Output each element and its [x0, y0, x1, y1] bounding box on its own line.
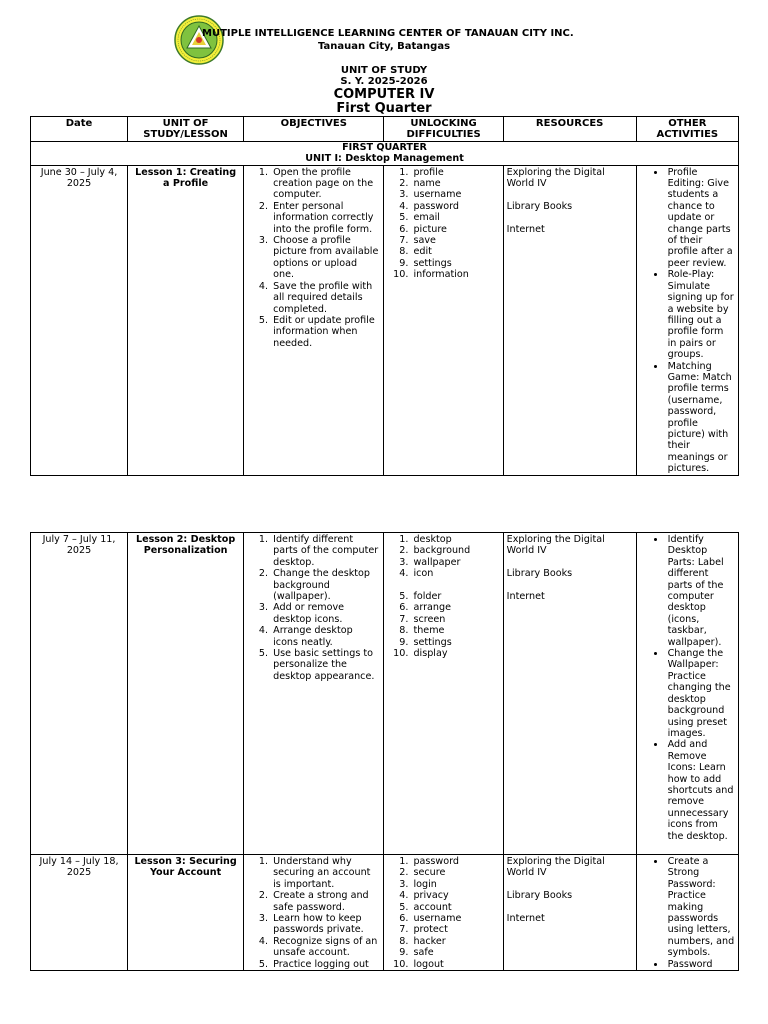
lesson-cell: Lesson 1: Creating a Profile: [128, 165, 244, 475]
resource-item: Exploring the Digital World IV: [506, 534, 605, 557]
list-item: • Profile Editing: Give students a chance to update or change parts of their profile after a peer review.: [666, 167, 735, 270]
unlocking-list: [387, 856, 499, 970]
objectives-list: [247, 856, 380, 970]
section-banner: [31, 141, 739, 165]
list-item: 1. Open the profile creation page on the computer.: [271, 167, 380, 201]
column-header-activities: OTHER ACTIVITIES: [636, 117, 738, 142]
objectives-list: [247, 167, 380, 350]
list-item: 3. username: [411, 189, 499, 200]
list-item: 1. Identify different parts of the computer desktop.: [271, 534, 380, 568]
objectives-cell: [244, 855, 384, 971]
resource-item: Internet: [506, 223, 545, 235]
unit-label: UNIT I: Desktop Management: [305, 153, 464, 165]
school-year: S. Y. 2025-2026: [340, 76, 428, 87]
table-row: [31, 855, 739, 971]
list-item: 7. save: [411, 235, 499, 246]
list-item: 4. Save the profile with all required details completed.: [271, 281, 380, 315]
list-item: 9. settings: [411, 258, 499, 269]
list-item: 3. Add or remove desktop icons.: [271, 602, 380, 625]
list-item: 6. username: [411, 913, 499, 924]
list-item: 6. arrange: [411, 602, 499, 613]
unlocking-list: [387, 167, 499, 281]
list-item: 4. Recognize signs of an unsafe account.: [271, 936, 380, 959]
list-item: 8. theme: [411, 625, 499, 636]
list-item: 2. Enter personal information correctly into the profile form.: [271, 201, 380, 235]
list-item: 1. password: [411, 856, 499, 867]
objectives-list: [247, 534, 380, 682]
table-header-row: [31, 117, 739, 142]
organization-city: Tanauan City, Batangas: [317, 41, 451, 52]
unit-of-study-table-continued: [30, 532, 739, 971]
list-item: 10. information: [411, 269, 499, 280]
unlocking-cell: [384, 533, 503, 855]
activities-list: [640, 167, 735, 475]
list-item: 5. Edit or update profile information when needed.: [271, 315, 380, 349]
list-item: 7. protect: [411, 924, 499, 935]
activities-list: [640, 856, 735, 970]
list-item: 2. Create a strong and safe password.: [271, 890, 380, 913]
list-item: • Password: [666, 959, 735, 970]
list-item: 5. account: [411, 902, 499, 913]
date-cell: July 7 – July 11, 2025: [31, 533, 128, 855]
list-item: 8. hacker: [411, 936, 499, 947]
list-item: 2. name: [411, 178, 499, 189]
list-item: • Create a Strong Password: Practice making passwords using letters, numbers, and symbols.: [666, 856, 735, 959]
list-item: 2. Change the desktop background (wallpaper).: [271, 568, 380, 602]
unit-of-study-table: [30, 116, 739, 476]
list-item: 9. safe: [411, 947, 499, 958]
resource-item: Exploring the Digital World IV: [506, 166, 605, 190]
resource-item: Internet: [506, 913, 545, 924]
resources-cell: [503, 855, 636, 971]
list-item: 4. password: [411, 201, 499, 212]
list-item: 5. folder: [411, 591, 499, 602]
unlocking-list: [387, 534, 499, 659]
column-header-resources: RESOURCES: [503, 117, 636, 142]
table-row: [31, 165, 739, 475]
list-item: 8. edit: [411, 246, 499, 257]
objectives-cell: [244, 533, 384, 855]
activities-cell: [636, 165, 738, 475]
list-item: 1. Understand why securing an account is important.: [271, 856, 380, 890]
column-header-date: Date: [31, 117, 128, 142]
activities-cell: [636, 533, 738, 855]
list-item: 2. secure: [411, 867, 499, 878]
resource-item: Internet: [506, 591, 545, 602]
list-item: • Role-Play: Simulate signing up for a website by filling out a profile form in pairs or groups.: [666, 269, 735, 360]
resource-item: Library Books: [506, 890, 573, 902]
section-banner-row: [31, 141, 739, 165]
organization-name: MUTIPLE INTELLIGENCE LEARNING CENTER OF TANAUAN CITY INC.: [202, 28, 574, 39]
column-header-unlocking: UNLOCKING DIFFICULTIES: [384, 117, 503, 142]
list-item: 4. Arrange desktop icons neatly.: [271, 625, 380, 648]
activities-list: [640, 534, 735, 842]
resource-item: Exploring the Digital World IV: [506, 856, 605, 879]
list-item: 3. login: [411, 879, 499, 890]
unlocking-cell: [384, 855, 503, 971]
list-item: 9. settings: [411, 637, 499, 648]
resource-item: Library Books: [506, 200, 573, 212]
list-item: 3. wallpaper: [411, 557, 499, 568]
activities-cell: [636, 855, 738, 971]
date-cell: July 14 – July 18, 2025: [31, 855, 128, 971]
subject-title: COMPUTER IV: [333, 87, 435, 102]
column-header-unit: UNIT OF STUDY/LESSON: [128, 117, 244, 142]
table-row: [31, 533, 739, 855]
list-item: 4. privacy: [411, 890, 499, 901]
list-item: 3. Learn how to keep passwords private.: [271, 913, 380, 936]
list-item: • Matching Game: Match profile terms (username, password, profile picture) with their meanings or pictures.: [666, 361, 735, 475]
list-item: 6. picture: [411, 224, 499, 235]
lesson-cell: Lesson 3: Securing Your Account: [128, 855, 244, 971]
quarter-title: First Quarter: [336, 101, 432, 116]
column-header-objectives: OBJECTIVES: [244, 117, 384, 142]
list-item: 7. screen: [411, 614, 499, 625]
resource-item: Library Books: [506, 568, 573, 580]
resources-cell: [503, 165, 636, 475]
document-header: [0, 0, 768, 118]
list-item: • Identify Desktop Parts: Label different parts of the computer desktop (icons, taskbar, wallpaper).: [666, 534, 735, 648]
list-item: 10. display: [411, 648, 499, 659]
list-item: 2. background: [411, 545, 499, 556]
date-cell: June 30 – July 4, 2025: [31, 165, 128, 475]
quarter-label: FIRST QUARTER: [342, 141, 427, 153]
list-item: • Change the Wallpaper: Practice changing the desktop background using preset images.: [666, 648, 735, 739]
list-item: 3. Choose a profile picture from available options or upload one.: [271, 235, 380, 281]
list-item: 1. profile: [411, 167, 499, 178]
list-item: • Add and Remove Icons: Learn how to add shortcuts and remove unnecessary icons from the desktop.: [666, 739, 735, 842]
school-seal-logo: [174, 15, 224, 65]
list-item: 5. Practice logging out: [271, 959, 380, 970]
list-item: 5. email: [411, 212, 499, 223]
list-item: 5. Use basic settings to personalize the desktop appearance.: [271, 648, 380, 682]
list-item: 1. desktop: [411, 534, 499, 545]
objectives-cell: [244, 165, 384, 475]
unlocking-cell: [384, 165, 503, 475]
list-item: 4. icon: [411, 568, 499, 579]
list-item: 10. logout: [411, 959, 499, 970]
resources-cell: [503, 533, 636, 855]
document-title: UNIT OF STUDY: [340, 65, 428, 76]
lesson-cell: Lesson 2: Desktop Personalization: [128, 533, 244, 855]
